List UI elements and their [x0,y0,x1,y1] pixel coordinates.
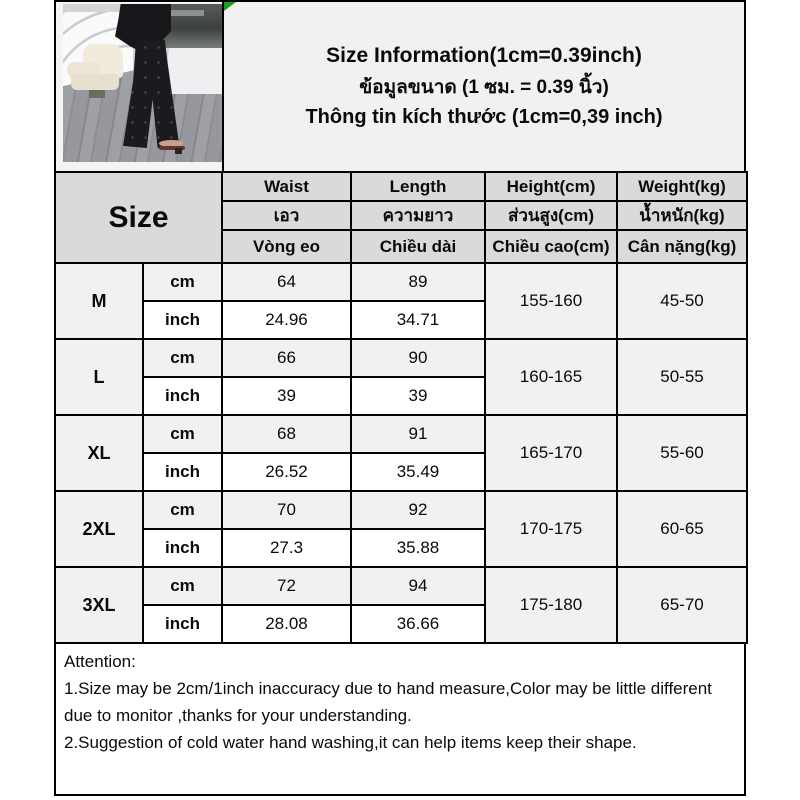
waist-inch-value: 27.3 [222,529,351,567]
unit-inch-label: inch [143,377,222,415]
weight-range: 60-65 [617,491,747,567]
title-thai: ข้อมูลขนาด (1 ซม. = 0.39 นิ้ว) [359,77,609,98]
length-cm-value: 91 [351,415,485,453]
sandals [159,140,185,154]
unit-inch-label: inch [143,453,222,491]
size-table [54,171,748,644]
length-inch-value: 39 [351,377,485,415]
length-inch-value: 34.71 [351,301,485,339]
length-header-th: ความยาว [351,201,485,230]
unit-inch-label: inch [143,605,222,643]
unit-cm-label: cm [143,263,222,301]
title-english: Size Information(1cm=0.39inch) [326,44,642,67]
size-label: M [55,263,143,339]
weight-range: 45-50 [617,263,747,339]
size-label: 3XL [55,567,143,643]
unit-cm-label: cm [143,339,222,377]
product-photo [63,4,222,162]
unit-cm-label: cm [143,567,222,605]
weight-header-th: น้ำหนัก(kg) [617,201,747,230]
height-range: 155-160 [485,263,617,339]
length-inch-value: 35.88 [351,529,485,567]
waist-cm-value: 66 [222,339,351,377]
weight-header-en: Weight(kg) [617,172,747,201]
waist-inch-value: 24.96 [222,301,351,339]
product-photo-cell [56,2,224,171]
waist-header-vi: Vòng eo [222,230,351,263]
length-inch-value: 36.66 [351,605,485,643]
size-header: Size [55,172,222,263]
length-header-en: Length [351,172,485,201]
unit-inch-label: inch [143,529,222,567]
waist-cm-value: 70 [222,491,351,529]
waist-cm-value: 64 [222,263,351,301]
title-vietnamese: Thông tin kích thước (1cm=0,39 inch) [305,106,663,128]
height-header-th: ส่วนสูง(cm) [485,201,617,230]
height-header-en: Height(cm) [485,172,617,201]
unit-cm-label: cm [143,415,222,453]
length-header-vi: Chiều dài [351,230,485,263]
attention-note [54,644,746,796]
waist-header-en: Waist [222,172,351,201]
height-range: 160-165 [485,339,617,415]
attention-line-1: 1.Size may be 2cm/1inch inaccuracy due to hand measure,Color may be little different due to monitor ,thanks for your understanding. [64,679,712,725]
waist-header-th: เอว [222,201,351,230]
length-inch-value: 35.49 [351,453,485,491]
size-label: XL [55,415,143,491]
title-cell [224,2,744,171]
waist-cm-value: 68 [222,415,351,453]
waist-cm-value: 72 [222,567,351,605]
waist-inch-value: 39 [222,377,351,415]
height-header-vi: Chiều cao(cm) [485,230,617,263]
size-label: L [55,339,143,415]
weight-range: 50-55 [617,339,747,415]
attention-heading: Attention: [64,652,136,671]
attention-line-2: 2.Suggestion of cold water hand washing,it can help items keep their shape. [64,733,637,752]
weight-range: 55-60 [617,415,747,491]
height-range: 170-175 [485,491,617,567]
weight-range: 65-70 [617,567,747,643]
weight-header-vi: Cân nặng(kg) [617,230,747,263]
length-cm-value: 92 [351,491,485,529]
unit-cm-label: cm [143,491,222,529]
length-cm-value: 94 [351,567,485,605]
height-range: 165-170 [485,415,617,491]
top-section [54,0,746,171]
armchair-decor [67,44,127,96]
unit-inch-label: inch [143,301,222,339]
length-cm-value: 90 [351,339,485,377]
height-range: 175-180 [485,567,617,643]
size-label: 2XL [55,491,143,567]
length-cm-value: 89 [351,263,485,301]
waist-inch-value: 26.52 [222,453,351,491]
green-corner-marker-icon [224,2,236,11]
waist-inch-value: 28.08 [222,605,351,643]
size-chart-sheet [54,0,746,796]
